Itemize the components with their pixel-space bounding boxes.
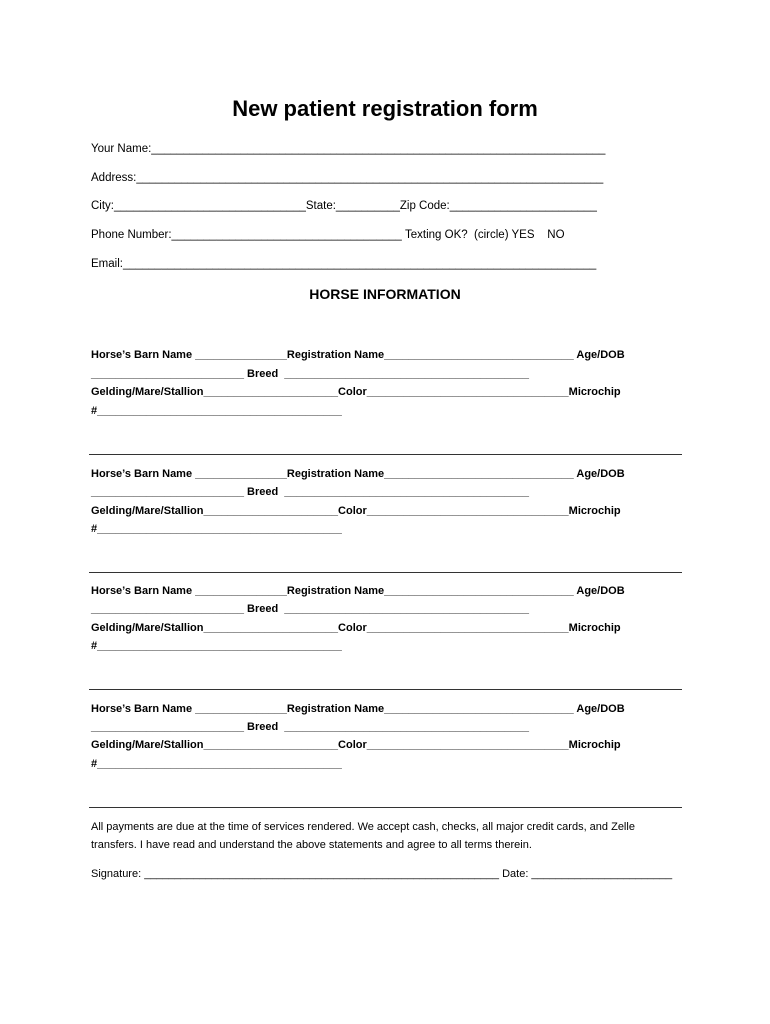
horse-barn-name-registration-age-field[interactable]: Horse’s Barn Name _______________Registration Name_______________________________ Age/DOB bbox=[91, 468, 625, 480]
horse-barn-name-registration-age-field[interactable]: Horse’s Barn Name _______________Registration Name_______________________________ Age/DOB bbox=[91, 703, 625, 715]
payment-terms-line-1: All payments are due at the time of services rendered. We accept cash, checks, all major credit cards, and Zelle bbox=[91, 821, 635, 833]
section-divider bbox=[89, 689, 682, 690]
phone-number-field[interactable]: Phone Number:____________________________________ bbox=[91, 229, 402, 241]
horse-sex-color-microchip-field[interactable]: Gelding/Mare/Stallion______________________Color_________________________________Microchip bbox=[91, 386, 621, 398]
horse-sex-color-microchip-field[interactable]: Gelding/Mare/Stallion______________________Color_________________________________Microchip bbox=[91, 505, 621, 517]
horse-microchip-number-field[interactable]: #________________________________________ bbox=[91, 640, 342, 652]
horse-breed-field[interactable]: _________________________ Breed ________________________________________ bbox=[91, 721, 529, 733]
horse-breed-field[interactable]: _________________________ Breed ________________________________________ bbox=[91, 368, 529, 380]
section-divider bbox=[89, 572, 682, 573]
payment-terms-line-2: transfers. I have read and understand the above statements and agree to all terms therein. bbox=[91, 839, 532, 851]
horse-microchip-number-field[interactable]: #________________________________________ bbox=[91, 405, 342, 417]
address-field[interactable]: Address:_________________________________________________________________________ bbox=[91, 172, 604, 184]
horse-sex-color-microchip-field[interactable]: Gelding/Mare/Stallion______________________Color_________________________________Microchip bbox=[91, 622, 621, 634]
horse-barn-name-registration-age-field[interactable]: Horse’s Barn Name _______________Registration Name_______________________________ Age/DOB bbox=[91, 349, 625, 361]
section-divider bbox=[89, 807, 682, 808]
horse-microchip-number-field[interactable]: #________________________________________ bbox=[91, 523, 342, 535]
signature-date-field[interactable]: Signature: __________________________________________________________ Date: _______________________ bbox=[91, 868, 673, 880]
horse-sex-color-microchip-field[interactable]: Gelding/Mare/Stallion______________________Color_________________________________Microchip bbox=[91, 739, 621, 751]
texting-ok-choice[interactable]: Texting OK? (circle) YES NO bbox=[405, 229, 565, 241]
city-state-zip-field[interactable]: City:______________________________State:__________Zip Code:_______________________ bbox=[91, 200, 597, 212]
horse-breed-field[interactable]: _________________________ Breed ________________________________________ bbox=[91, 603, 529, 615]
horse-barn-name-registration-age-field[interactable]: Horse’s Barn Name _______________Registration Name_______________________________ Age/DOB bbox=[91, 585, 625, 597]
page-title: New patient registration form bbox=[232, 96, 538, 121]
horse-breed-field[interactable]: _________________________ Breed ________________________________________ bbox=[91, 486, 529, 498]
your-name-field[interactable]: Your Name:_______________________________________________________________________ bbox=[91, 143, 606, 155]
horse-microchip-number-field[interactable]: #________________________________________ bbox=[91, 758, 342, 770]
horse-information-heading: HORSE INFORMATION bbox=[309, 286, 461, 302]
email-field[interactable]: Email:__________________________________________________________________________ bbox=[91, 258, 597, 270]
section-divider bbox=[89, 454, 682, 455]
